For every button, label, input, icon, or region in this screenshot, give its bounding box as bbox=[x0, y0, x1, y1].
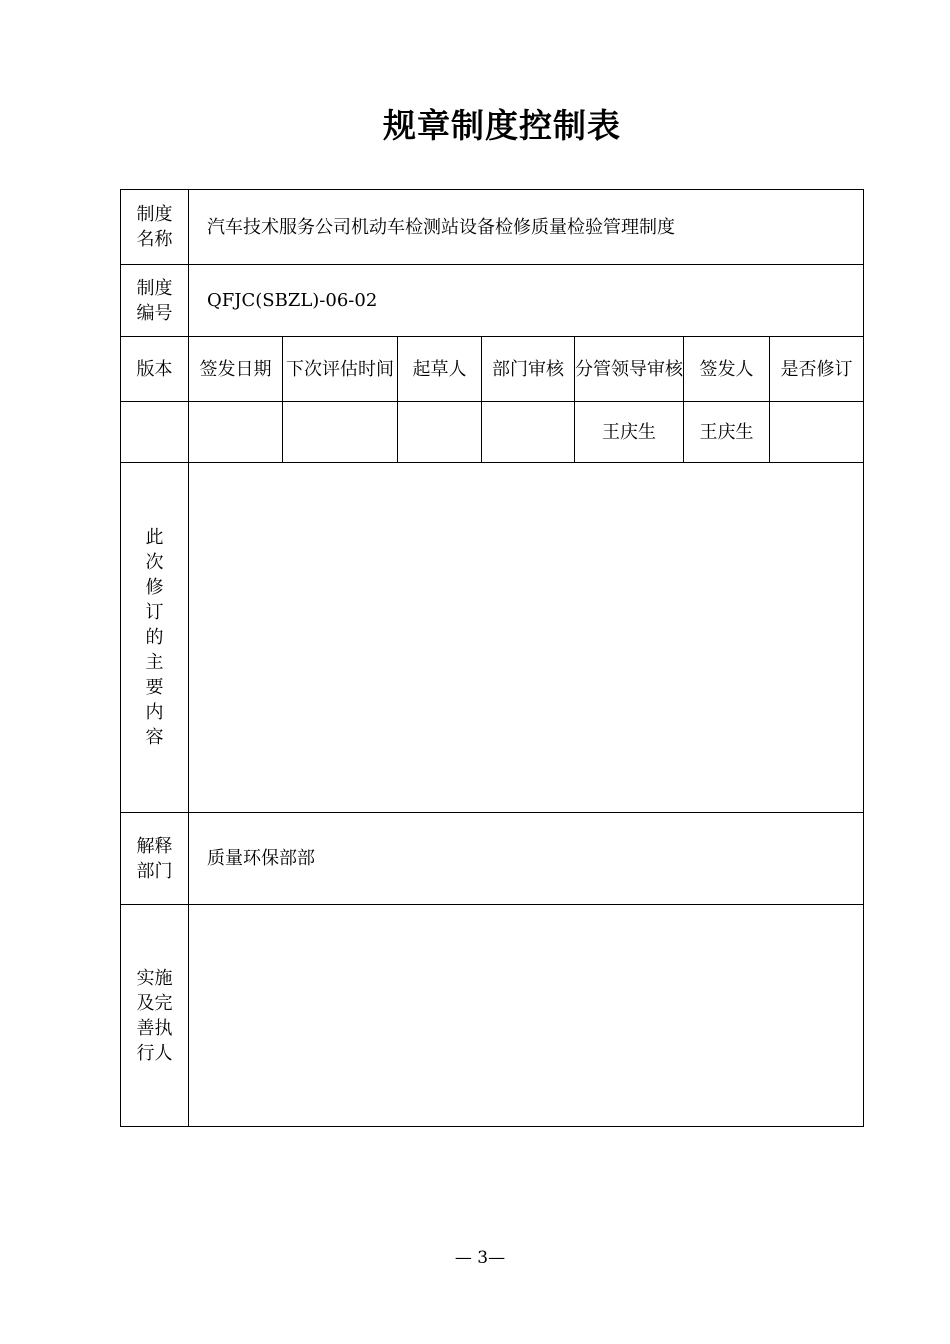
code-label: 制度 编号 bbox=[121, 265, 189, 337]
interpret-value: 质量环保部部 bbox=[189, 813, 864, 905]
revision-content bbox=[189, 463, 864, 813]
page-number: — 3— bbox=[454, 1248, 506, 1268]
code-value: QFJC(SBZL)-06-02 bbox=[189, 265, 864, 337]
value-issue-date bbox=[189, 402, 283, 463]
header-revised: 是否修订 bbox=[770, 337, 864, 402]
header-dept-review: 部门审核 bbox=[482, 337, 575, 402]
header-leader-review: 分管领导审核 bbox=[575, 337, 684, 402]
value-issuer: 王庆生 bbox=[684, 402, 770, 463]
interpret-label: 解释 部门 bbox=[121, 813, 189, 905]
header-issuer: 签发人 bbox=[684, 337, 770, 402]
value-leader-review: 王庆生 bbox=[575, 402, 684, 463]
row-revision bbox=[121, 463, 864, 813]
executor-label: 实施 及完 善执 行人 bbox=[121, 905, 189, 1127]
header-issue-date: 签发日期 bbox=[189, 337, 283, 402]
row-code bbox=[121, 265, 864, 337]
value-version bbox=[121, 402, 189, 463]
name-value: 汽车技术服务公司机动车检测站设备检修质量检验管理制度 bbox=[189, 190, 864, 265]
value-dept-review bbox=[482, 402, 575, 463]
value-revised bbox=[770, 402, 864, 463]
name-label: 制度 名称 bbox=[121, 190, 189, 265]
executor-value bbox=[189, 905, 864, 1127]
control-table bbox=[120, 189, 864, 1127]
revision-label: 此 次 修 订 的 主 要 内 容 bbox=[121, 463, 189, 813]
value-next-review bbox=[283, 402, 398, 463]
header-next-review: 下次评估时间 bbox=[283, 337, 398, 402]
row-executor bbox=[121, 905, 864, 1127]
row-name bbox=[121, 190, 864, 265]
header-version: 版本 bbox=[121, 337, 189, 402]
value-drafter bbox=[398, 402, 482, 463]
row-interpret bbox=[121, 813, 864, 905]
values-row bbox=[121, 402, 864, 463]
header-drafter: 起草人 bbox=[398, 337, 482, 402]
page-title: 规章制度控制表 bbox=[383, 106, 621, 145]
header-row bbox=[121, 337, 864, 402]
